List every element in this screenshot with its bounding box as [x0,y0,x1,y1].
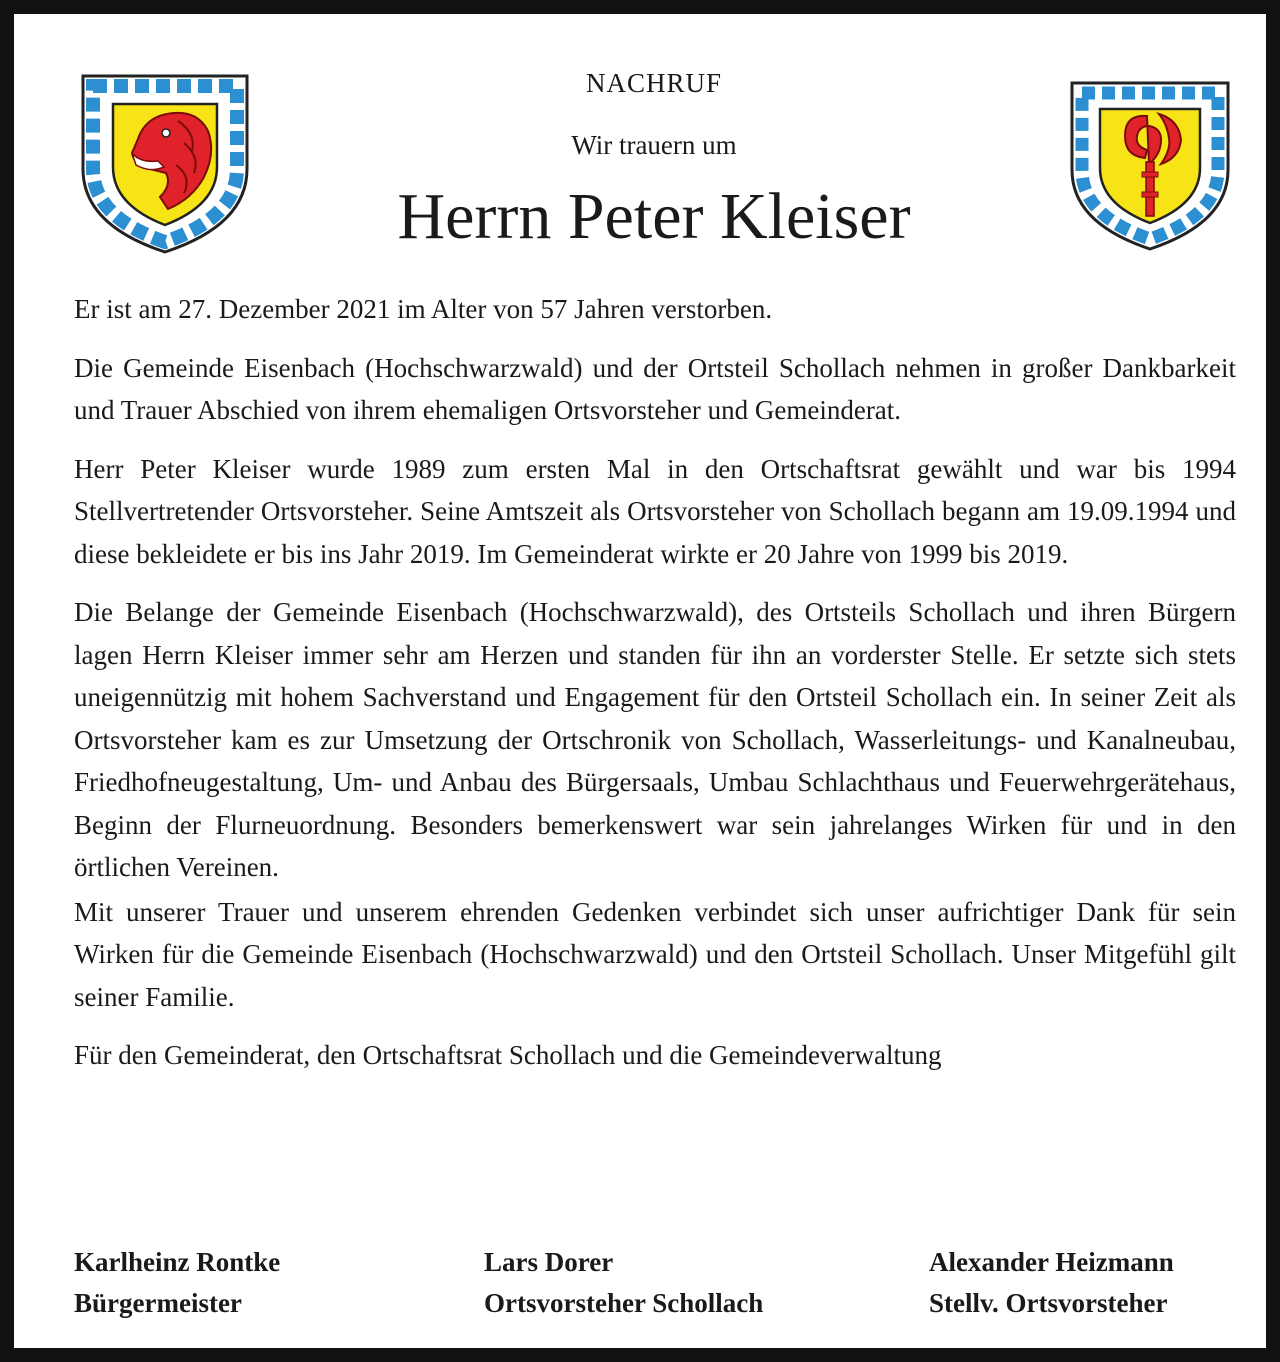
deceased-name: Herrn Peter Kleiser [397,180,911,253]
paragraph-condolences: Mit unserer Trauer und unserem ehrenden Gedenken verbindet sich unser aufrichtiger Dank für sein Wirken für die Gemeinde Eisenbach (Hochschwarzwald) und den Ortsteil Schollach. Unser Mitgefühl gilt seiner Familie. [74,896,1236,1012]
signature-local-chair [484,1242,763,1324]
notice-body [74,288,1236,1077]
paragraph-merits: Die Belange der Gemeinde Eisenbach (Hochschwarzwald), des Ortsteils Schollach und ihren Bürgern lagen Herrn Kleiser immer sehr am Herzen und standen für ihn an vorderster Stelle. Er setzte sich stets uneigennützig mit hohem Sachverstand und Engagement für den Ortsteil Schollach ein. In seiner Zeit als Ortsvorsteher kam es zur Umsetzung der Ortschronik von Schollach, Wasserleitungs- und Kanalneubau, Friedhofneugestaltung, Um- und Anbau des Bürgersaals, Umbau Schlachthaus und Feuerwehrgerätehaus, Beginn der Flurneuordnung. Besonders bemerkenswert war sein jahrelanges Wirken für und in den örtlichen Vereinen. [74,597,1236,882]
signature-role: Bürgermeister [74,1288,242,1318]
notice-kicker: NACHRUF [585,68,723,98]
paragraph-career: Herr Peter Kleiser wurde 1989 zum ersten Mal in den Ortschaftsrat gewählt und war bis 1994 Stellvertretender Ortsvorsteher. Seine Amtszeit als Ortsvorsteher von Schollach begann am 19.09.1994 und diese bekleidete er bis ins Jahr 2019. Im Gemeinderat wirkte er 20 Jahre von 1999 bis 2019. [74,453,1236,569]
signature-name: Alexander Heizmann [929,1247,1174,1277]
signature-role: Stellv. Ortsvorsteher [929,1288,1168,1318]
signature-deputy-chair [929,1242,1174,1324]
signature-mayor [74,1242,280,1324]
crest-lion-icon [80,73,250,255]
paragraph-on-behalf: Für den Gemeinderat, den Ortschaftsrat Schollach und die Gemeindeverwaltung [74,1040,942,1070]
crest-crozier-icon [1069,80,1231,252]
notice-intro: Wir trauern um [571,130,737,160]
signature-role: Ortsvorsteher Schollach [484,1288,764,1318]
paragraph-death-date: Er ist am 27. Dezember 2021 im Alter von 57 Jahren verstorben. [74,294,773,324]
signature-name: Lars Dorer [484,1247,614,1277]
paragraph-farewell: Die Gemeinde Eisenbach (Hochschwarzwald) und der Ortsteil Schollach nehmen in großer Dankbarkeit und Trauer Abschied von ihrem ehemaligen Ortsvorsteher und Gemeinderat. [74,352,1236,425]
signature-name: Karlheinz Rontke [74,1247,281,1277]
